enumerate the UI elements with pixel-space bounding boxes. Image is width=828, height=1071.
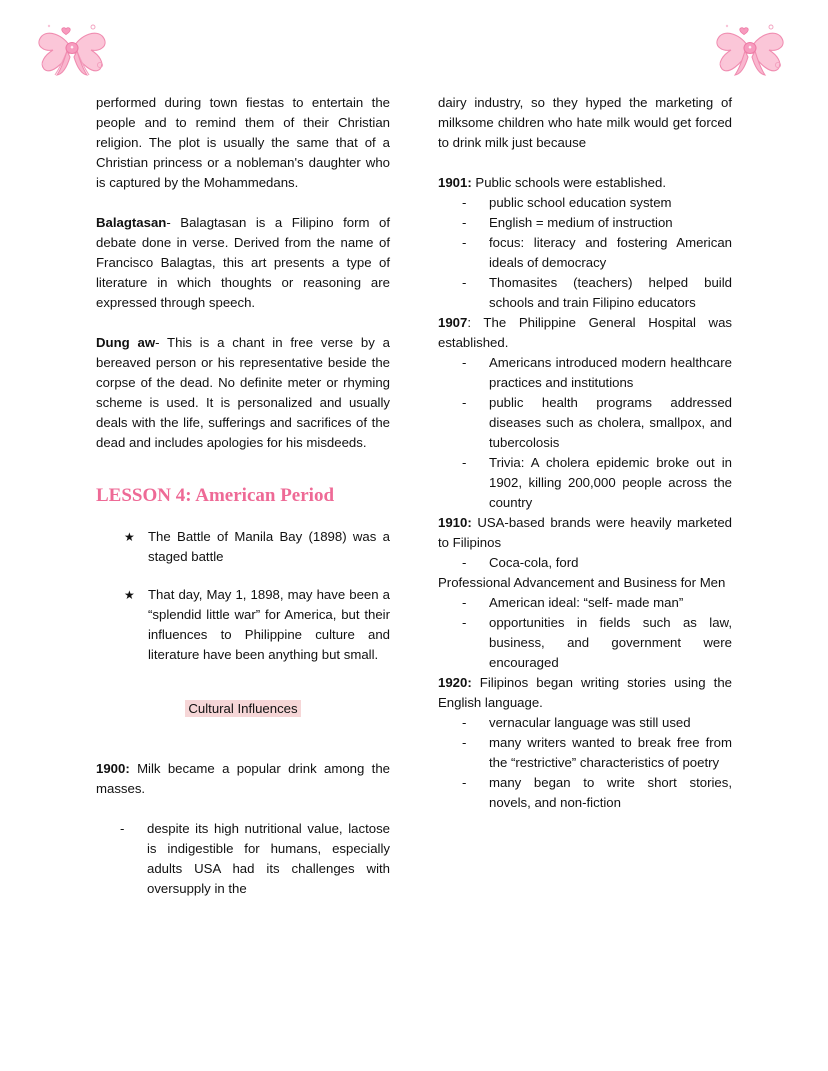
two-column-body <box>96 93 733 899</box>
dash-bullet-icon: - <box>462 195 467 210</box>
year-1907-paragraph <box>438 313 732 353</box>
professional-section-heading: Professional Advancement and Business for Men <box>438 575 726 590</box>
list-item-label: That day, May 1, 1898, may have been a “splendid little war” for America, but their influences to Philippine culture and literature have been anything but small. <box>148 587 390 662</box>
spacer <box>96 739 390 759</box>
list-item <box>124 527 390 567</box>
balagtasan-term: Balagtasan <box>96 215 167 230</box>
year-1907-sub-list <box>438 353 732 513</box>
dung-aw-definition: - This is a chant in free verse by a bereaved person or his representative beside the corpse of the dead. No definite meter or rhyming scheme is used. It is personalized and usually deals with the life, sufferings and sacrifices of the dead and includes apologies for his misdeeds. <box>96 335 390 450</box>
star-icon: ★ <box>124 530 135 544</box>
dash-bullet-icon: - <box>462 595 467 610</box>
year-1910-paragraph <box>438 513 732 553</box>
pink-ribbon-bow-icon <box>33 17 111 79</box>
continued-paragraph: performed during town fiestas to entertain the people and to remind them of their Christian religion. The plot is usually the same that of a Christian princess or a nobleman's daughter who is captured by the Mohammedans. <box>96 95 390 190</box>
year-label: 1910: <box>438 515 472 530</box>
list-item-label: Thomasites (teachers) helped build schools and train Filipino educators <box>489 275 732 310</box>
list-item-label: The Battle of Manila Bay (1898) was a staged battle <box>148 529 390 564</box>
list-item-label: opportunities in fields such as law, business, and government were encouraged <box>489 615 732 670</box>
list-item-label: many writers wanted to break free from the “restrictive” characteristics of poetry <box>489 735 732 770</box>
star-icon: ★ <box>124 588 135 602</box>
lesson-heading: LESSON 4: American Period <box>96 485 335 506</box>
highlighted-label-wrapper <box>96 699 390 719</box>
list-item <box>462 613 732 673</box>
year-1920-sub-list <box>438 713 732 813</box>
dash-bullet-icon: - <box>462 235 467 250</box>
balagtasan-paragraph <box>96 213 390 313</box>
year-1900-sub-list <box>96 819 390 899</box>
year-1901-sub-list <box>438 193 732 313</box>
list-item <box>462 353 732 393</box>
highlighted-label: Cultural Influences <box>185 700 300 717</box>
list-item-label: Americans introduced modern healthcare practices and institutions <box>489 355 732 390</box>
pink-ribbon-bow-icon <box>711 17 789 79</box>
spacer <box>96 719 390 739</box>
dash-bullet-icon: - <box>462 455 467 470</box>
list-item-label: public health programs addressed diseases such as cholera, smallpox, and tubercolosis <box>489 395 732 450</box>
list-item <box>462 233 732 273</box>
year-label: 1901: <box>438 175 472 190</box>
year-text: USA-based brands were heavily marketed to Filipinos <box>438 515 732 550</box>
dash-bullet-icon: - <box>462 355 467 370</box>
list-item <box>462 273 732 313</box>
list-item-label: vernacular language was still used <box>489 715 691 730</box>
year-1901-paragraph <box>438 173 732 193</box>
list-item <box>462 453 732 513</box>
list-item <box>462 193 732 213</box>
list-item-label: many began to write short stories, novels, and non-fiction <box>489 775 732 810</box>
list-item <box>462 733 732 773</box>
list-item <box>124 585 390 665</box>
dash-bullet-icon: - <box>462 395 467 410</box>
dash-bullet-icon: - <box>462 735 467 750</box>
spacer <box>96 799 390 819</box>
list-item <box>462 773 732 813</box>
dash-bullet-icon: - <box>120 821 125 836</box>
list-item-label: despite its high nutritional value, lactose is indigestible for humans, especially adults USA had its challenges with oversupply in the <box>147 821 390 896</box>
dash-bullet-icon: - <box>462 715 467 730</box>
list-item <box>462 593 732 613</box>
dash-bullet-icon: - <box>462 775 467 790</box>
list-item <box>462 393 732 453</box>
dung-aw-paragraph <box>96 333 390 453</box>
list-item-label: focus: literacy and fostering American ideals of democracy <box>489 235 732 270</box>
dash-bullet-icon: - <box>462 615 467 630</box>
year-1900-paragraph <box>96 759 390 799</box>
dash-bullet-icon: - <box>462 275 467 290</box>
year-text: Filipinos began writing stories using the English language. <box>438 675 732 710</box>
dash-bullet-icon: - <box>462 555 467 570</box>
list-item-label: English = medium of instruction <box>489 215 673 230</box>
dash-bullet-icon: - <box>462 215 467 230</box>
right-column <box>438 93 732 899</box>
list-item-label: American ideal: “self- made man” <box>489 595 684 610</box>
year-label: 1920: <box>438 675 472 690</box>
professional-section-sub-list <box>438 593 732 673</box>
balagtasan-definition: - Balagtasan is a Filipino form of debate done in verse. Derived from the name of Francisco Balagtas, this art presents a type of literature in which thoughts or reasoning are expressed through speech. <box>96 215 390 310</box>
dung-aw-term: Dung aw <box>96 335 156 350</box>
star-bullet-list <box>96 527 390 665</box>
year-text: : The Philippine General Hospital was established. <box>438 315 732 350</box>
left-column <box>96 93 390 899</box>
list-item <box>120 819 390 899</box>
year-1920-paragraph <box>438 673 732 713</box>
list-item <box>462 553 732 573</box>
year-text: Public schools were established. <box>471 175 666 190</box>
list-item <box>462 713 732 733</box>
continued-paragraph: dairy industry, so they hyped the marketing of milksome children who hate milk would get forced to drink milk just because <box>438 95 732 150</box>
list-item-label: Coca-cola, ford <box>489 555 579 570</box>
year-label: 1907 <box>438 315 468 330</box>
year-text: Milk became a popular drink among the masses. <box>96 761 390 796</box>
list-item-label: Trivia: A cholera epidemic broke out in 1902, killing 200,000 people across the country <box>489 455 732 510</box>
list-item <box>462 213 732 233</box>
year-label: 1900: <box>96 761 130 776</box>
list-item-label: public school education system <box>489 195 672 210</box>
year-1910-sub-list <box>438 553 732 573</box>
